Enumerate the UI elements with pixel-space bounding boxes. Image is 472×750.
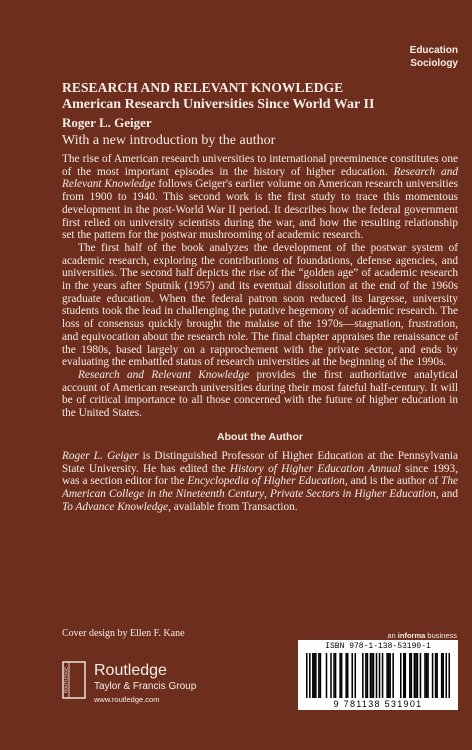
barcode-bar bbox=[314, 653, 316, 698]
barcode-bar bbox=[379, 653, 381, 698]
barcode-bar bbox=[405, 653, 407, 698]
barcode-bar bbox=[445, 653, 447, 698]
informa-brand: informa bbox=[397, 631, 426, 640]
isbn-number: ISBN 978-1-138-53190-1 bbox=[325, 642, 431, 651]
subject-category bbox=[410, 44, 458, 70]
barcode-bar bbox=[392, 653, 394, 698]
barcode-bar bbox=[427, 653, 429, 698]
title-reference: Research and Relevant Knowledge bbox=[62, 165, 458, 191]
publisher-block bbox=[62, 660, 262, 710]
work-title: Encyclopedia of Higher Education bbox=[187, 475, 345, 488]
work-title: History of Higher Education Annual bbox=[229, 462, 401, 475]
barcode-bar bbox=[386, 653, 388, 698]
barcode-bar bbox=[435, 653, 437, 698]
barcode-bar bbox=[448, 653, 450, 698]
description-paragraph-2: The first half of the book analyzes the development of the postwar system of academic research, exploring the contributions of foundations, defense agencies, and universities. The second half depicts the rise of the “golden age” of academic research in the years after Sputnik (1957) and its eventual dissolution at the end of the 1960s graduate education. When the federal patron soon reduced its largesse, university students took the lead in challenging the putative hegemony of academic research. The loss of consensus quickly brought the malaise of the 1970s—stagnation, frustration, and equivocation about the research role. The final chapter appraises the renaissance of the 1980s, based largely on a rapprochement with the private sector, and ends by evaluating the embattled status of research universities at the beginning of the 1990s. bbox=[62, 241, 458, 369]
description-paragraph-1 bbox=[62, 153, 458, 242]
author-name: Roger L. Geiger bbox=[62, 450, 139, 462]
about-text-span: is Distinguished Professor of Higher Education at the Pennsylvania State University. He has edited the bbox=[62, 450, 458, 475]
publisher-url: www.routledge.com bbox=[94, 695, 160, 704]
work-title: To Advance Knowledge bbox=[62, 500, 169, 513]
informa-business-tag bbox=[387, 631, 457, 640]
work-title: Private Sectors in Higher Education bbox=[269, 488, 436, 501]
barcode-bar bbox=[333, 653, 335, 698]
barcode-bar bbox=[362, 653, 364, 698]
barcode-bar bbox=[367, 653, 369, 698]
barcode-bar bbox=[388, 653, 390, 698]
barcode-bar bbox=[424, 653, 426, 698]
barcode-bar bbox=[417, 653, 419, 698]
barcode-bar bbox=[355, 653, 357, 698]
category-sociology: Sociology bbox=[410, 58, 458, 69]
description-text: follows Geiger's earlier volume on American research universities from 1900 to 1940. This second work is the first study to trace this momentous development in the post-World War II period. It describes how the federal government first relied on university scientists during the war, and how the resulting relationship set the pattern for the postwar mushrooming of academic research. bbox=[62, 178, 458, 242]
publisher-group: Taylor & Francis Group bbox=[94, 681, 197, 692]
barcode-bar bbox=[411, 653, 413, 698]
category-education: Education bbox=[409, 45, 458, 56]
barcode-bar bbox=[426, 653, 428, 698]
about-author-heading: About the Author bbox=[217, 431, 303, 443]
publisher-name: Routledge bbox=[94, 662, 167, 679]
description-paragraph-3 bbox=[62, 369, 458, 420]
barcode-bar bbox=[320, 653, 322, 698]
barcode-bar bbox=[351, 653, 353, 698]
barcode-bar bbox=[389, 653, 391, 698]
barcode-bar bbox=[436, 653, 438, 698]
barcode-bar bbox=[442, 653, 444, 698]
barcode-bar bbox=[382, 653, 384, 698]
book-description bbox=[62, 153, 458, 420]
barcode-digits: 9 781138 531901 bbox=[333, 699, 423, 709]
new-introduction-note: With a new introduction by the author bbox=[62, 133, 276, 148]
about-text-span: , bbox=[264, 488, 270, 501]
barcode-bar bbox=[309, 653, 311, 698]
about-text-span: since 1993, was a section editor for the bbox=[62, 462, 459, 488]
description-text: The rise of American research universities to international preeminence constitutes one of the most important episodes in the history of higher education. bbox=[62, 153, 458, 178]
informa-prefix: an bbox=[387, 631, 398, 640]
barcode-bar bbox=[371, 653, 373, 698]
work-title: The American College in the Nineteenth Century bbox=[62, 475, 458, 501]
barcode-bar bbox=[339, 653, 341, 698]
barcode-bar bbox=[330, 653, 332, 698]
barcode-bar bbox=[345, 653, 347, 698]
barcode-bar bbox=[347, 653, 349, 698]
barcode-bar bbox=[373, 653, 375, 698]
barcode-bar bbox=[318, 653, 320, 698]
barcode-bar bbox=[441, 653, 443, 698]
barcode-bar bbox=[365, 653, 367, 698]
about-text-span: , and bbox=[435, 488, 458, 501]
barcode-bar bbox=[341, 653, 343, 698]
barcode-bars bbox=[306, 653, 450, 698]
barcode-bar bbox=[409, 653, 411, 698]
about-author-text bbox=[62, 450, 458, 514]
logo-text: ROUTLEDGE bbox=[63, 666, 69, 694]
cover-design-credit: Cover design by Ellen F. Kane bbox=[62, 628, 185, 639]
barcode-bar bbox=[400, 653, 402, 698]
title-reference: Research and Relevant Knowledge bbox=[78, 368, 250, 381]
description-text: provides the first authoritative analytical account of American research universities during their most fateful half-century. It will be of critical importance to all those concerned with the future of higher education in the United States. bbox=[62, 368, 458, 420]
isbn-barcode bbox=[298, 640, 458, 710]
informa-suffix: business bbox=[425, 631, 457, 640]
barcode-bar bbox=[415, 653, 417, 698]
barcode-bar bbox=[414, 653, 416, 698]
barcode-bar bbox=[312, 653, 314, 698]
barcode-bar bbox=[335, 653, 337, 698]
routledge-logo-icon bbox=[62, 660, 92, 700]
barcode-bar bbox=[432, 653, 434, 698]
book-author: Roger L. Geiger bbox=[62, 115, 152, 130]
barcode-bar bbox=[326, 653, 328, 698]
barcode-bar bbox=[306, 653, 308, 698]
about-text-span: , and is the author of bbox=[344, 475, 442, 488]
barcode-bar bbox=[376, 653, 378, 698]
book-title: RESEARCH AND RELEVANT KNOWLEDGE bbox=[62, 80, 344, 95]
barcode-bar bbox=[420, 653, 422, 698]
book-subtitle: American Research Universities Since World War II bbox=[62, 97, 375, 112]
barcode-bar bbox=[370, 653, 372, 698]
barcode-bar bbox=[315, 653, 317, 698]
barcode-bar bbox=[403, 653, 405, 698]
about-text-span: , available from Transaction. bbox=[168, 500, 298, 513]
about-author-paragraph bbox=[62, 450, 458, 514]
